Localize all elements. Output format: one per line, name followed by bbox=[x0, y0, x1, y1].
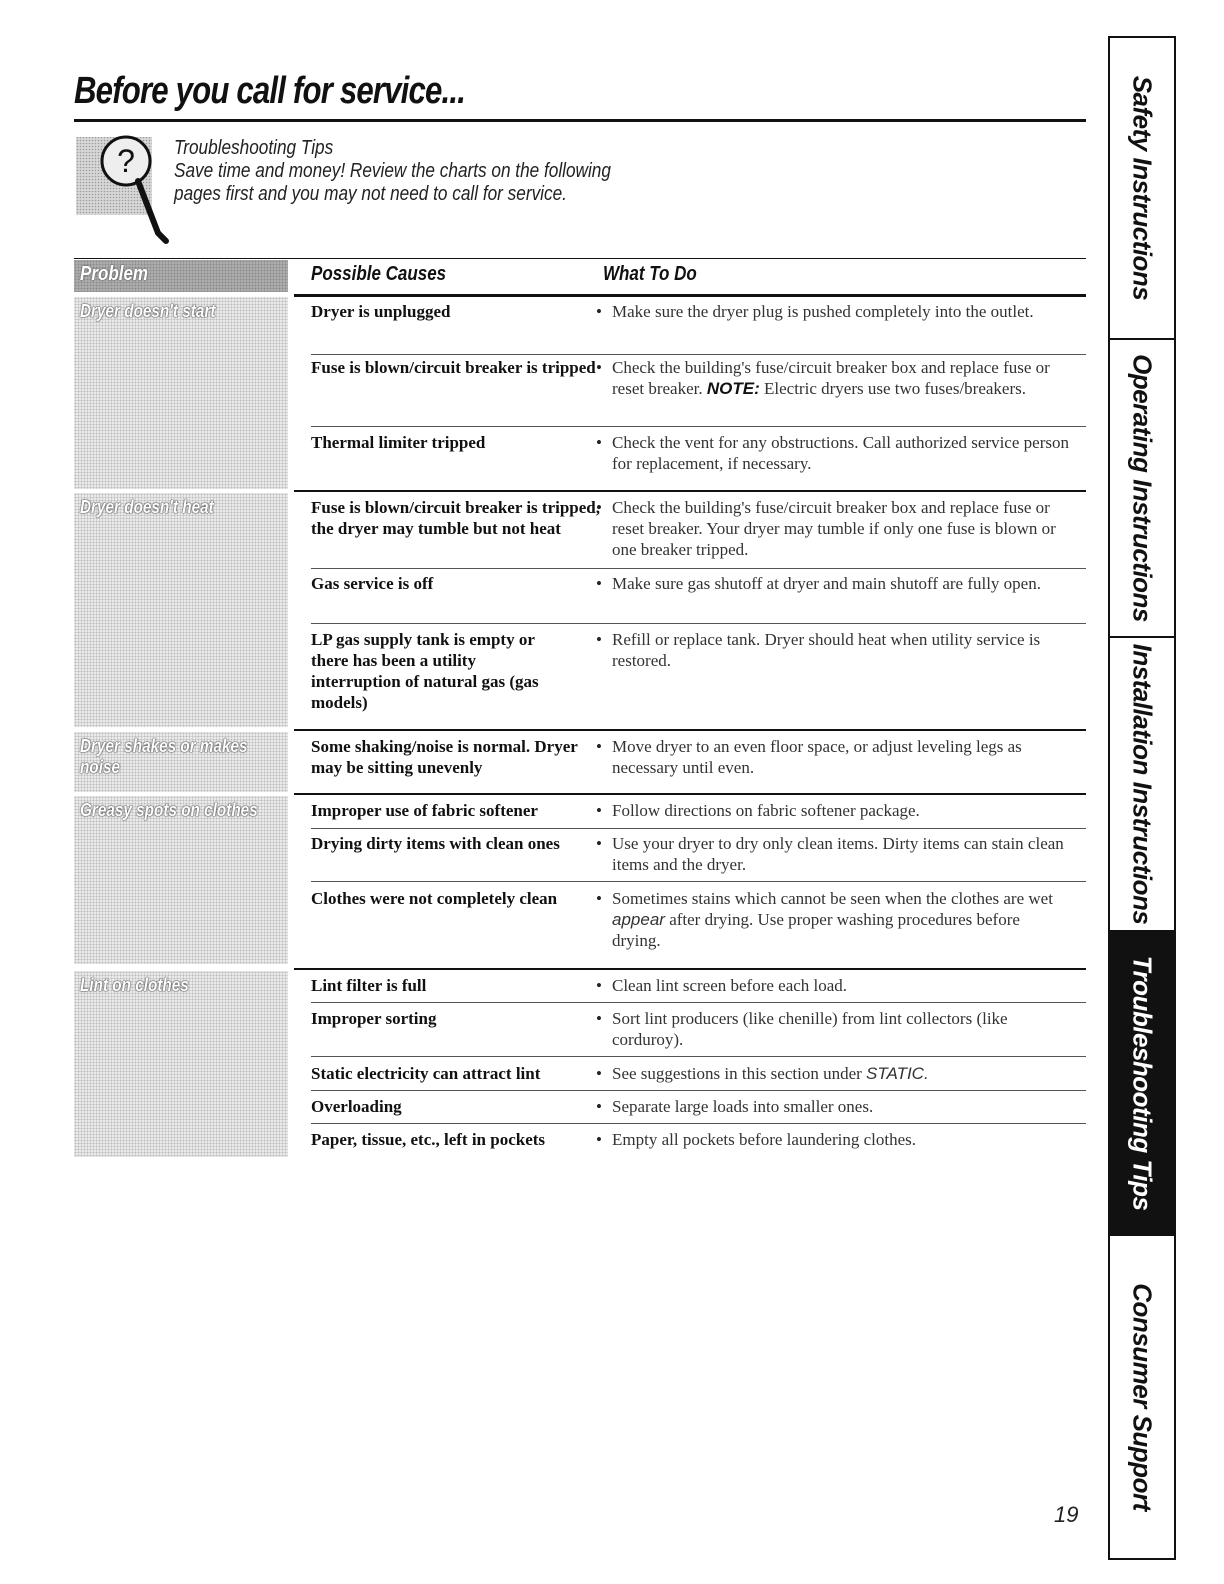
page-number: 19 bbox=[1054, 1502, 1079, 1527]
todo: • Clean lint screen before each load. bbox=[592, 975, 1072, 996]
header-possible-causes: Possible Causes bbox=[311, 263, 447, 285]
todo: • Check the vent for any obstructions. Call authorized service person for replacement, if necessary. bbox=[592, 432, 1072, 474]
problem-cell: Greasy spots on clothes bbox=[74, 796, 288, 964]
todo: • Sometimes stains which cannot be seen when the clothes are wet appear after drying. Use proper washing procedures before drying. bbox=[592, 888, 1072, 951]
problem-group-doesnt-start bbox=[74, 297, 1086, 489]
cause: Improper sorting bbox=[311, 1009, 437, 1028]
svg-text:?: ? bbox=[117, 143, 135, 179]
cause: LP gas supply tank is empty or there has been a utility interruption of natural gas (gas models) bbox=[311, 630, 539, 712]
tab-installation-instructions[interactable]: Installation Instructions bbox=[1110, 638, 1174, 932]
todo: • Follow directions on fabric softener package. bbox=[592, 800, 1072, 821]
todo: • See suggestions in this section under STATIC. bbox=[592, 1063, 1072, 1084]
todo: • Move dryer to an even floor space, or adjust leveling legs as necessary until even. bbox=[592, 736, 1072, 778]
cause: Paper, tissue, etc., left in pockets bbox=[311, 1130, 546, 1149]
header-what-to-do: What To Do bbox=[603, 263, 697, 285]
cause: Some shaking/noise is normal. Dryer may be sitting unevenly bbox=[311, 737, 578, 777]
tab-safety-instructions[interactable]: Safety Instructions bbox=[1110, 38, 1174, 340]
cause: Dryer is unplugged bbox=[311, 302, 451, 321]
cause: Overloading bbox=[311, 1097, 402, 1116]
tab-consumer-support[interactable]: Consumer Support bbox=[1127, 1283, 1158, 1511]
cause: Fuse is blown/circuit breaker is tripped, the dryer may tumble but not heat bbox=[311, 498, 601, 538]
page-title: Before you call for service... bbox=[74, 70, 466, 112]
todo: • Check the building's fuse/circuit breaker box and replace fuse or reset breaker. Your dryer may tumble if only one fuse is blown or one breaker tripped. bbox=[592, 497, 1072, 560]
cause: Fuse is blown/circuit breaker is tripped bbox=[311, 358, 596, 377]
intro-line-1: Save time and money! Review the charts on the following bbox=[174, 160, 611, 182]
title-divider bbox=[74, 119, 1086, 122]
problem-group-doesnt-heat bbox=[74, 493, 1086, 727]
section-tabs bbox=[1108, 36, 1176, 1560]
intro-line-2: pages first and you may not need to call for service. bbox=[174, 183, 567, 205]
header-top-rule bbox=[74, 258, 1086, 259]
cause: Gas service is off bbox=[311, 574, 434, 593]
problem-cell: Lint on clothes bbox=[74, 971, 288, 1157]
todo: • Check the building's fuse/circuit breaker box and replace fuse or reset breaker. NOTE: Electric dryers use two fuses/breakers. bbox=[592, 357, 1072, 399]
tab-troubleshooting-tips[interactable]: Troubleshooting Tips bbox=[1110, 932, 1174, 1236]
cause: Thermal limiter tripped bbox=[311, 433, 486, 452]
cause: Improper use of fabric softener bbox=[311, 801, 538, 820]
todo: • Make sure the dryer plug is pushed completely into the outlet. bbox=[592, 301, 1072, 322]
intro-text bbox=[174, 137, 611, 206]
problem-group-lint bbox=[74, 971, 1086, 1157]
problem-cell: Dryer doesn't heat bbox=[74, 493, 288, 727]
todo: • Separate large loads into smaller ones. bbox=[592, 1096, 1072, 1117]
intro-heading: Troubleshooting Tips bbox=[174, 137, 334, 159]
header-problem: Problem bbox=[74, 260, 288, 292]
cause: Static electricity can attract lint bbox=[311, 1064, 541, 1083]
problem-cell: Dryer doesn't start bbox=[74, 297, 288, 489]
todo: • Sort lint producers (like chenille) from lint collectors (like corduroy). bbox=[592, 1008, 1072, 1050]
problem-cell: Dryer shakes or makes noise bbox=[74, 732, 288, 792]
todo: • Empty all pockets before laundering clothes. bbox=[592, 1129, 1072, 1150]
todo: • Use your dryer to dry only clean items. Dirty items can stain clean items and the dryer. bbox=[592, 833, 1072, 875]
todo: • Refill or replace tank. Dryer should heat when utility service is restored. bbox=[592, 629, 1072, 671]
problem-group-shakes bbox=[74, 732, 1086, 792]
cause: Drying dirty items with clean ones bbox=[311, 834, 560, 853]
cause: Clothes were not completely clean bbox=[311, 889, 558, 908]
tab-operating-instructions[interactable]: Operating Instructions bbox=[1110, 340, 1174, 638]
todo: • Make sure gas shutoff at dryer and main shutoff are fully open. bbox=[592, 573, 1072, 594]
problem-group-greasy-spots bbox=[74, 796, 1086, 964]
cause: Lint filter is full bbox=[311, 976, 427, 995]
question-magnifier-icon bbox=[76, 133, 176, 251]
